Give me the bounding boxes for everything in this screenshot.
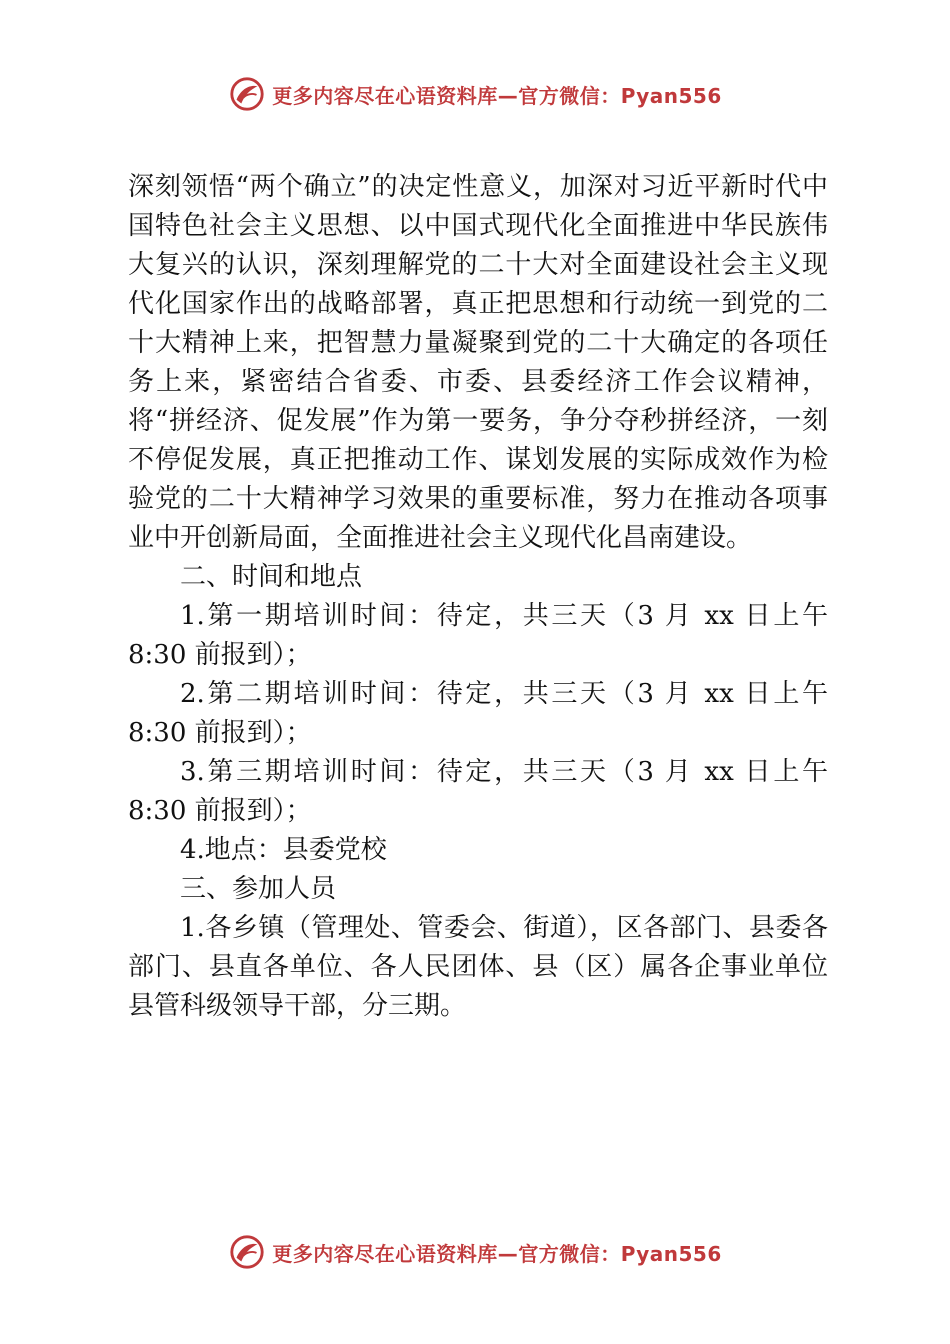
swirl-logo-icon: [228, 1233, 266, 1271]
paragraph-intro: 深刻领悟“两个确立”的决定性意义，加深对习近平新时代中国特色社会主义思想、以中国式现代化全面推进中华民族伟大复兴的认识，深刻理解党的二十大对全面建设社会主义现代化国家作出的战略部署，真正把思想和行动统一到党的二十大精神上来，把智慧力量凝聚到党的二十大确定的各项任务上来，紧密结合省委、市委、县委经济工作会议精神，将“拼经济、促发展”作为第一要务，争分夺秒拼经济，一刻不停促发展，真正把推动工作、谋划发展的实际成效作为检验党的二十大精神学习效果的重要标准，努力在推动各项事业中开创新局面，全面推进社会主义现代化昌南建设。: [128, 172, 828, 553]
document-body: [128, 168, 828, 1026]
swirl-logo-icon: [228, 75, 266, 113]
header-banner-text: 更多内容尽在心语资料库—官方微信：Pyan556: [272, 83, 722, 108]
paragraph-session-2: 2.第二期培训时间：待定，共三天（3 月 xx 日上午 8:30 前报到）；: [128, 679, 828, 748]
footer-banner: [0, 1228, 950, 1276]
paragraph-location: 4.地点：县委党校: [180, 835, 387, 865]
footer-banner-text: 更多内容尽在心语资料库—官方微信：Pyan556: [272, 1241, 722, 1266]
heading-participants: 三、参加人员: [180, 874, 337, 904]
paragraph-participants-1: 1.各乡镇（管理处、管委会、街道），区各部门、县委各部门、县直各单位、各人民团体、县（区）属各企事业单位县管科级领导干部，分三期。: [128, 913, 828, 1021]
header-banner: [0, 70, 950, 118]
heading-time-place: 二、时间和地点: [180, 562, 363, 592]
paragraph-session-3: 3.第三期培训时间：待定，共三天（3 月 xx 日上午 8:30 前报到）；: [128, 757, 828, 826]
paragraph-session-1: 1.第一期培训时间：待定，共三天（3 月 xx 日上午 8:30 前报到）；: [128, 601, 828, 670]
